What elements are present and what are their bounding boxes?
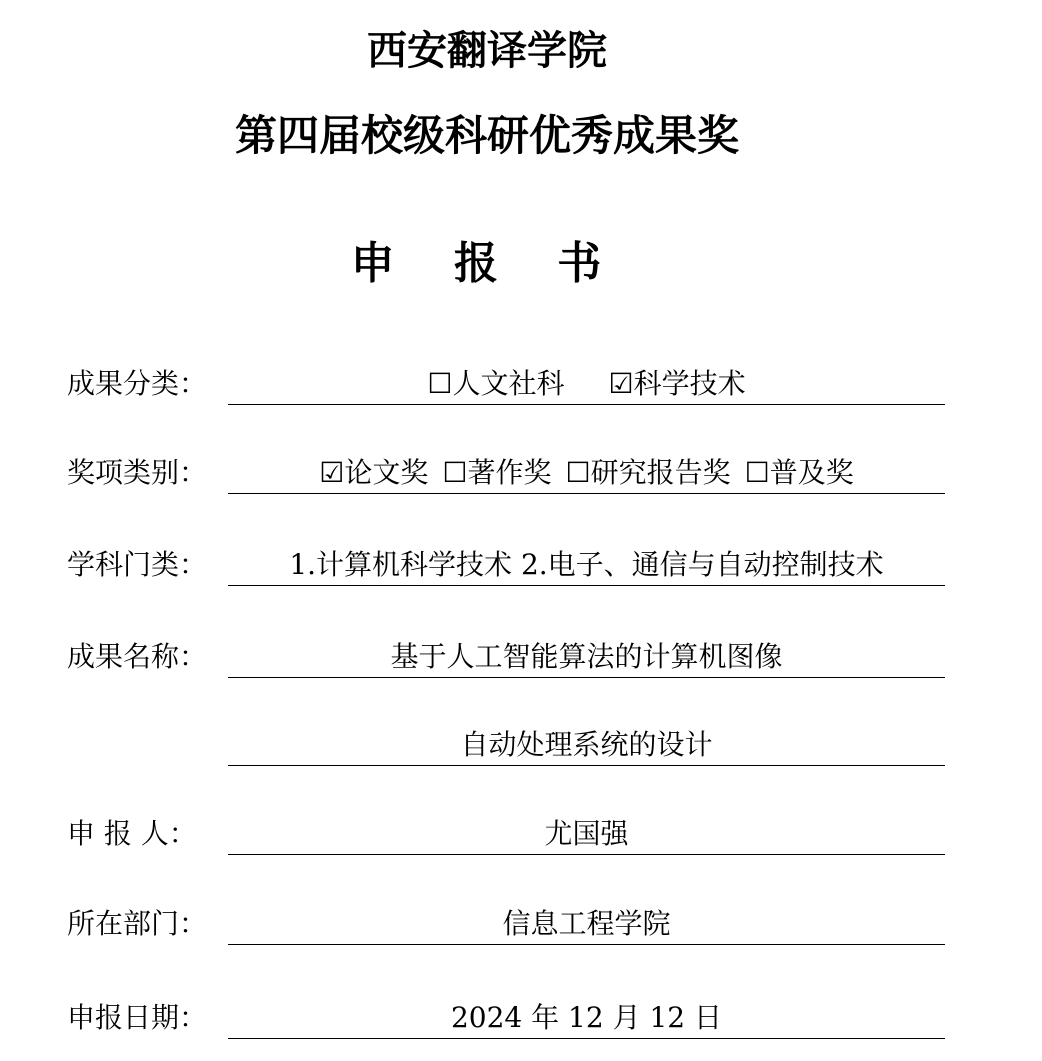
option-paper: 论文奖 <box>344 456 429 489</box>
award-type-field <box>228 455 945 494</box>
category-field <box>228 366 945 405</box>
award-title: 第四届校级科研优秀成果奖 <box>234 111 739 160</box>
title-value-line1: 基于人工智能算法的计算机图像 <box>228 639 945 678</box>
department-label: 所在部门： <box>67 907 208 940</box>
applicant-label: 申 报 人： <box>67 817 197 850</box>
title-value-line2: 自动处理系统的设计 <box>228 727 945 766</box>
award-type-label: 奖项类别： <box>67 456 208 489</box>
checkbox-paper-icon[interactable]: ☑ <box>319 456 345 489</box>
discipline-value: 1.计算机科学技术 2.电子、通信与自动控制技术 <box>228 547 945 586</box>
department-value: 信息工程学院 <box>228 906 945 945</box>
option-popular: 普及奖 <box>769 456 854 489</box>
date-value: 2024 年 12 月 12 日 <box>228 1000 945 1039</box>
checkbox-humanities-icon[interactable]: ☐ <box>427 367 453 400</box>
checkbox-popular-icon[interactable]: ☐ <box>744 456 770 489</box>
option-report: 研究报告奖 <box>590 456 731 489</box>
category-label: 成果分类： <box>67 367 208 400</box>
date-label: 申报日期： <box>67 1001 208 1034</box>
institution-title: 西安翻译学院 <box>367 27 607 74</box>
applicant-value: 尤国强 <box>228 816 945 855</box>
option-humanities: 人文社科 <box>452 367 565 400</box>
checkbox-science-icon[interactable]: ☑ <box>608 367 634 400</box>
document-type-title: 申 报 书 <box>350 238 624 289</box>
option-science: 科学技术 <box>633 367 746 400</box>
discipline-label: 学科门类： <box>67 548 208 581</box>
checkbox-report-icon[interactable]: ☐ <box>565 456 591 489</box>
option-book: 著作奖 <box>467 456 552 489</box>
title-label: 成果名称： <box>67 640 208 673</box>
checkbox-book-icon[interactable]: ☐ <box>442 456 468 489</box>
